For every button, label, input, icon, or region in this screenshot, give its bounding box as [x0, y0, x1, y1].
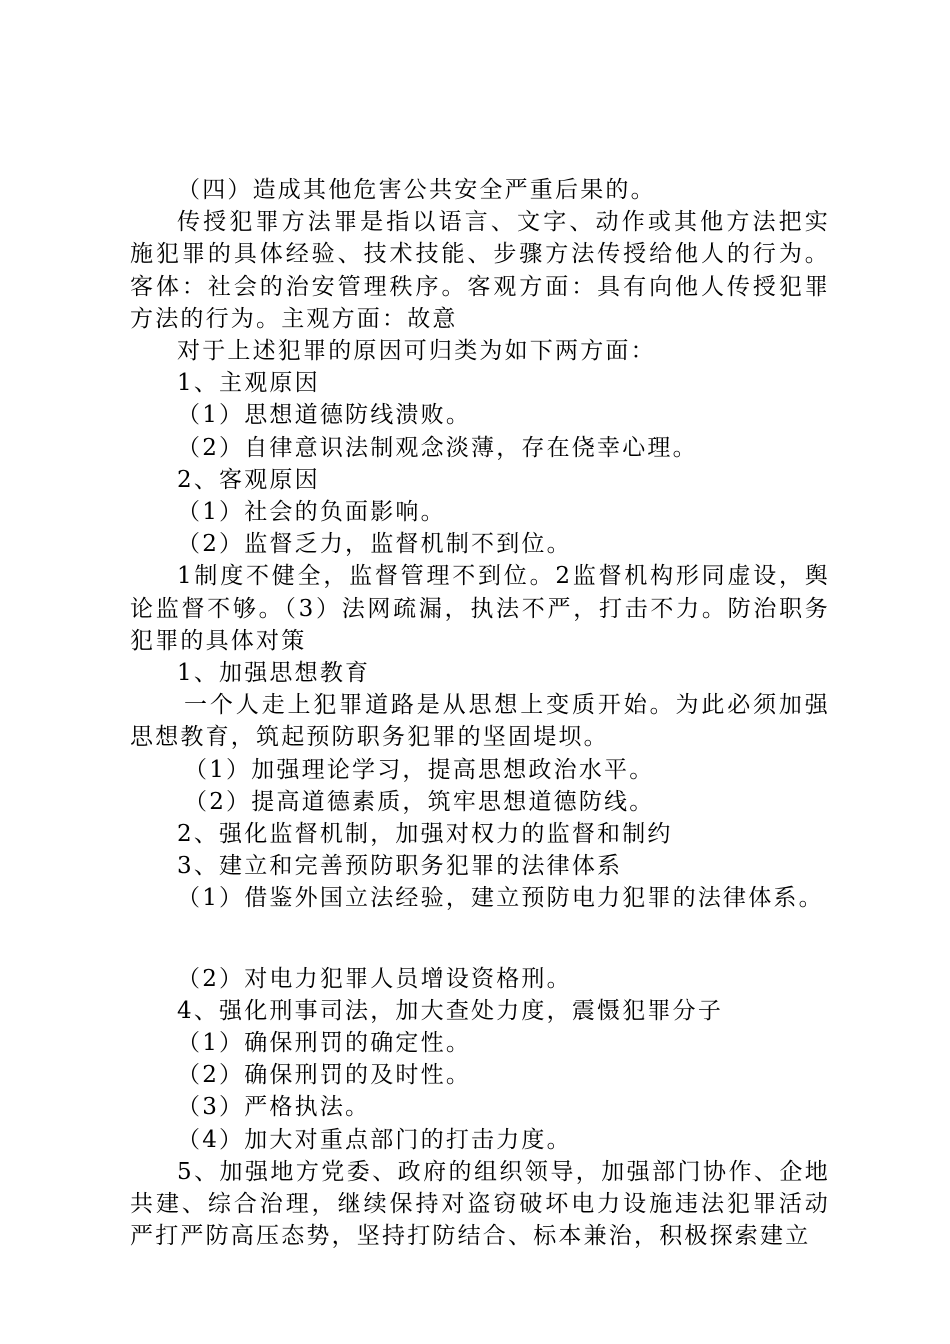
paragraph: （四）造成其他危害公共安全严重后果的。 [177, 177, 656, 203]
list-item: （2）自律意识法制观念淡薄，存在侥幸心理。 [177, 434, 698, 461]
list-item: （2）提高道德素质，筑牢思想道德防线。 [184, 788, 655, 815]
document-body [130, 174, 830, 1253]
heading-legal-system: 3、建立和完善预防职务犯罪的法律体系 [177, 853, 623, 880]
heading-objective-causes: 2、客观原因 [177, 466, 320, 493]
list-item: （2）对电力犯罪人员增设资格刑。 [177, 965, 572, 992]
paragraph: 5、加强地方党委、政府的组织领导，加强部门协作、企地共建、综合治理，继续保持对盗窃破坏电力设施违法犯罪活动严打严防高压态势，坚持打防结合、标本兼治，积极探索建立 [130, 1158, 830, 1250]
list-item: （2）确保刑罚的及时性。 [177, 1062, 472, 1089]
paragraph: 对于上述犯罪的原因可归类为如下两方面： [177, 338, 656, 365]
list-item: （1）社会的负面影响。 [177, 499, 446, 526]
blank-line [130, 915, 830, 963]
heading-ideological-education: 1、加强思想教育 [177, 660, 371, 687]
heading-criminal-justice: 4、强化刑事司法，加大查处力度，震慑犯罪分子 [177, 997, 724, 1024]
list-item: （1）加强理论学习，提高思想政治水平。 [184, 756, 655, 783]
list-item: （3）严格执法。 [177, 1094, 371, 1121]
paragraph: 一个人走上犯罪道路是从思想上变质开始。为此必须加强思想教育，筑起预防职务犯罪的坚固堤坝。 [130, 692, 830, 751]
heading-subjective-causes: 1、主观原因 [177, 370, 320, 397]
list-item: （1）思想道德防线溃败。 [177, 402, 472, 429]
paragraph: 1制度不健全，监督管理不到位。2监督机构形同虚设，舆论监督不够。（3）法网疏漏，执法不严，打击不力。防治职务犯罪的具体对策 [130, 563, 830, 654]
paragraph: 传授犯罪方法罪是指以语言、文字、动作或其他方法把实施犯罪的具体经验、技术技能、步骤方法传授给他人的行为。客体：社会的治安管理秩序。客观方面：具有向他人传授犯罪方法的行为。主观方面：故意 [130, 209, 830, 332]
heading-supervision: 2、强化监督机制，加强对权力的监督和制约 [177, 821, 673, 848]
list-item: （1）确保刑罚的确定性。 [177, 1030, 472, 1057]
list-item: （1）借鉴外国立法经验，建立预防电力犯罪的法律体系。 [177, 885, 824, 912]
list-item: （4）加大对重点部门的打击力度。 [177, 1126, 572, 1153]
list-item: （2）监督乏力，监督机制不到位。 [177, 531, 572, 558]
